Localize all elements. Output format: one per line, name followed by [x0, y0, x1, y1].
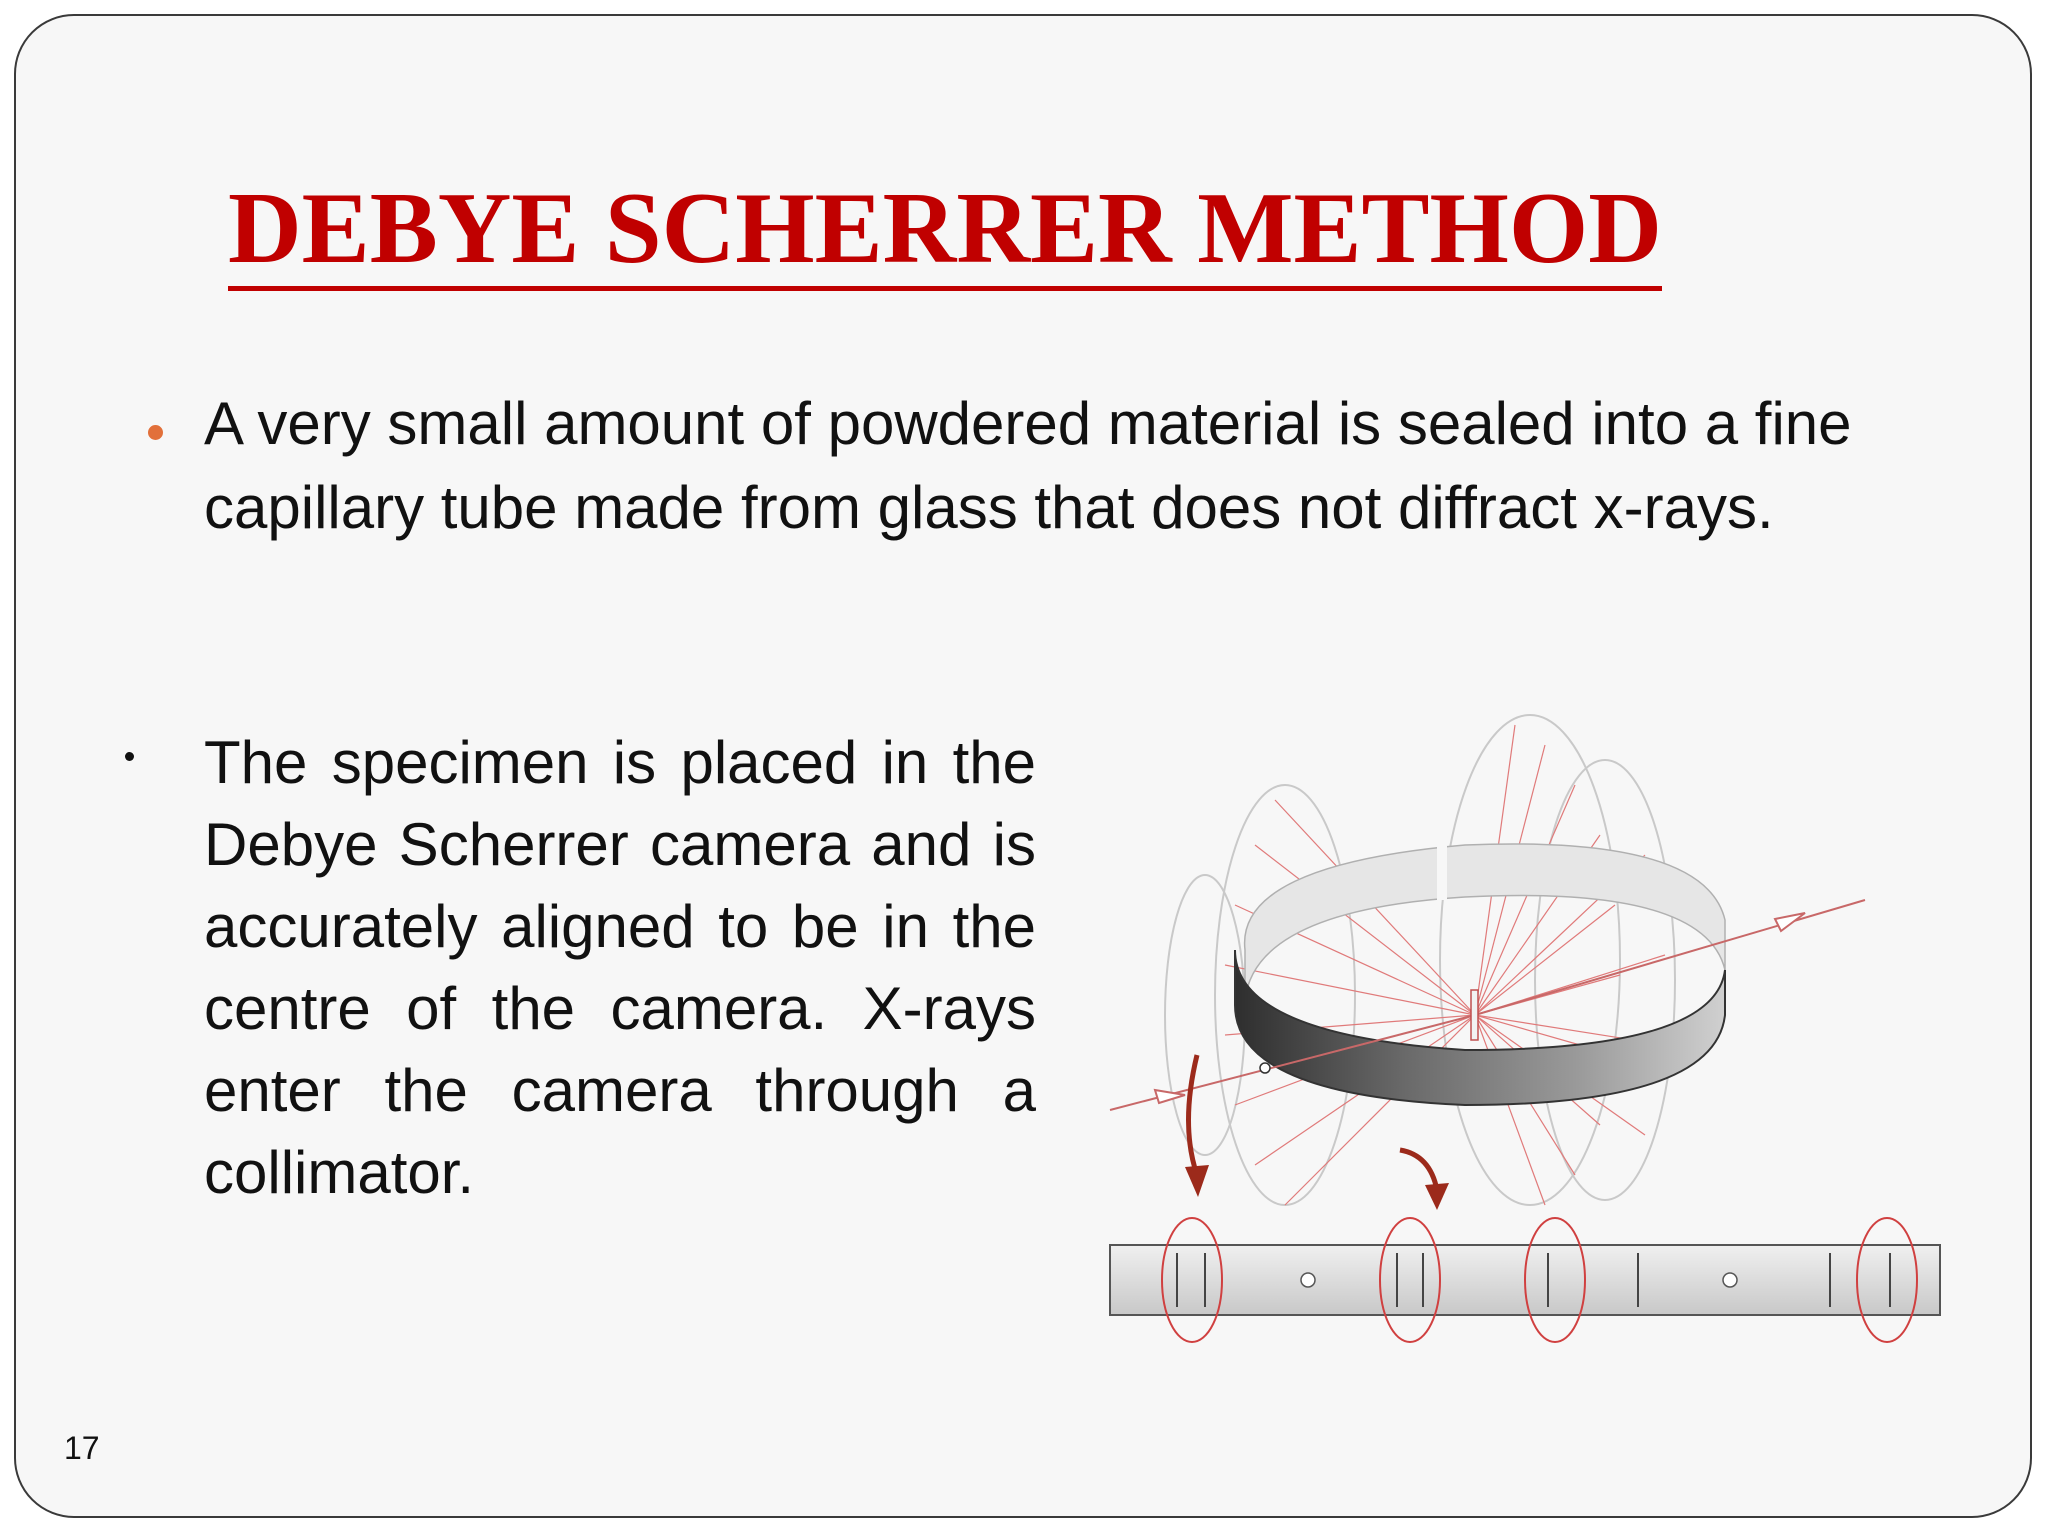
camera-ring [1235, 840, 1725, 1105]
debye-scherrer-camera-diagram [1085, 705, 1965, 1345]
slide-number: 17 [64, 1430, 100, 1466]
arrow-head-icon [1425, 1183, 1449, 1210]
bullet-icon [125, 752, 134, 761]
film-strip [1110, 1218, 1940, 1342]
bullet-text-2: The specimen is placed in the Debye Scherrer camera and is accurately aligned to be in the centre of the camera. X-rays enter the camera through a collimator. [204, 729, 1036, 1206]
specimen-capillary [1471, 990, 1478, 1040]
slide-title: DEBYE SCHERRER METHOD [228, 178, 1662, 291]
diffraction-cones [1165, 715, 1675, 1205]
bullet-text-1: A very small amount of powdered material is sealed into a fine capillary tube made from glass that does not diffract x-rays. [204, 390, 1852, 541]
diffracted-rays [1225, 725, 1665, 1205]
arrow-head-icon [1185, 1165, 1209, 1197]
bullet-icon [148, 425, 163, 440]
